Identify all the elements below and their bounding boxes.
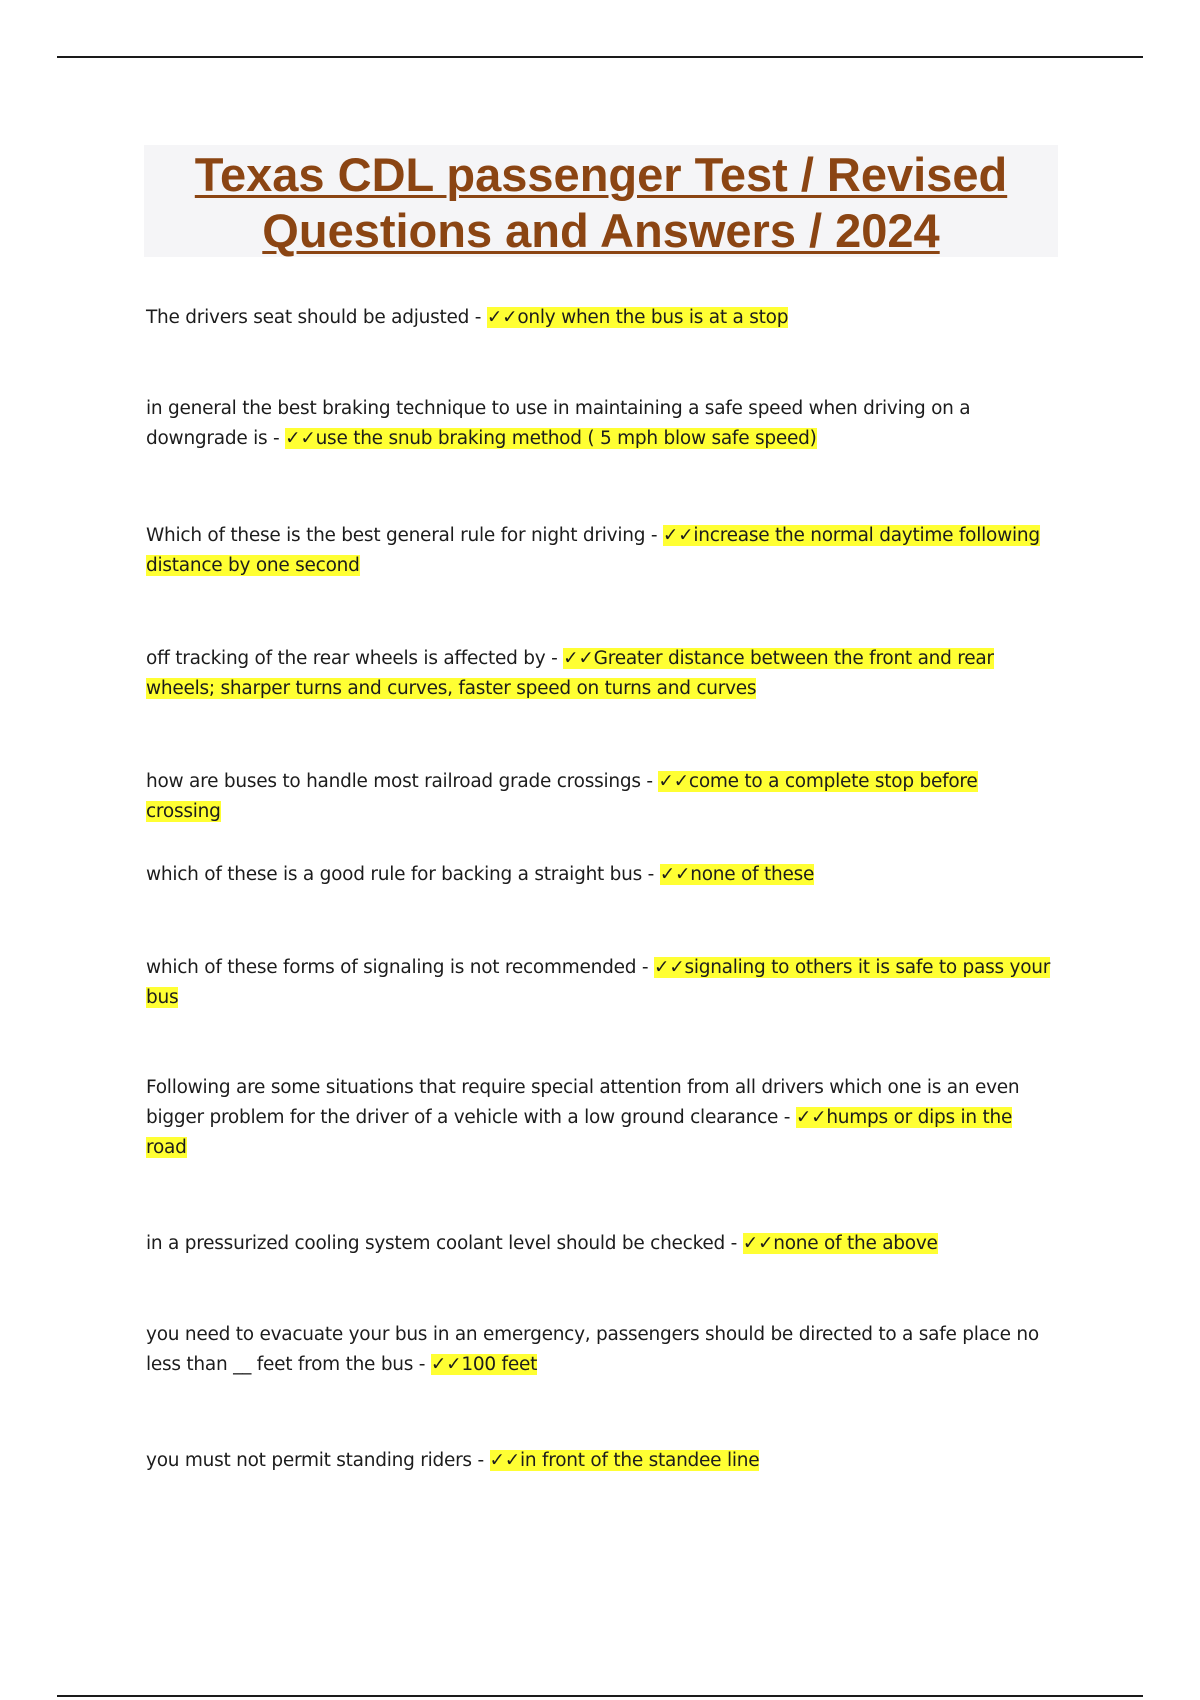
qa-item-9	[146, 1229, 1056, 1259]
answer-highlight: ✓✓100 feet	[430, 1354, 538, 1375]
question-text: how are buses to handle most railroad grade crossings -	[146, 771, 659, 792]
document-title	[144, 145, 1058, 259]
question-text: The drivers seat should be adjusted -	[146, 307, 487, 328]
answer-highlight: ✓✓none of these	[659, 864, 815, 885]
qa-item-11	[146, 1446, 1056, 1476]
answer-highlight: ✓✓none of the above	[742, 1233, 938, 1254]
qa-item-5	[146, 767, 1056, 827]
qa-item-1	[146, 303, 1056, 333]
question-text: in a pressurized cooling system coolant level should be checked -	[146, 1233, 743, 1254]
answer-highlight: ✓✓increase the normal daytime following distance by one second	[146, 525, 1040, 576]
question-text: which of these forms of signaling is not recommended -	[146, 957, 654, 978]
qa-item-4	[146, 644, 1056, 704]
qa-item-10	[146, 1320, 1056, 1380]
qa-item-7	[146, 953, 1056, 1013]
answer-highlight: ✓✓use the snub braking method ( 5 mph blow safe speed)	[285, 428, 817, 449]
question-text: Which of these is the best general rule for night driving -	[146, 525, 663, 546]
question-text: which of these is a good rule for backing a straight bus -	[146, 864, 660, 885]
answer-highlight: ✓✓Greater distance between the front and rear wheels; sharper turns and curves, faster speed on turns and curves	[146, 648, 994, 699]
answer-highlight: ✓✓come to a complete stop before crossing	[146, 771, 978, 822]
question-text: in general the best braking technique to use in maintaining a safe speed when driving on a downgrade is -	[146, 398, 971, 449]
question-text: off tracking of the rear wheels is affected by -	[146, 648, 564, 669]
question-text: you must not permit standing riders -	[146, 1450, 490, 1471]
qa-item-8	[146, 1073, 1056, 1163]
title-line-2: Questions and Answers / 2024	[262, 204, 940, 257]
answer-highlight: ✓✓only when the bus is at a stop	[486, 307, 789, 328]
question-text: you need to evacuate your bus in an emergency, passengers should be directed to a safe place no less than __ feet from the bus -	[146, 1324, 1039, 1375]
answer-highlight: ✓✓humps or dips in the road	[146, 1107, 1013, 1158]
answer-highlight: ✓✓signaling to others it is safe to pass your bus	[146, 957, 1051, 1008]
question-text: Following are some situations that require special attention from all drivers which one is an even bigger problem for the driver of a vehicle with a low ground clearance -	[146, 1077, 1020, 1128]
qa-item-6	[146, 860, 1056, 890]
qa-item-2	[146, 394, 1056, 454]
header-rule	[57, 56, 1143, 58]
answer-highlight: ✓✓in front of the standee line	[489, 1450, 760, 1471]
title-line-1: Texas CDL passenger Test / Revised	[194, 148, 1008, 201]
title-block	[144, 145, 1058, 257]
footer-rule	[57, 1695, 1143, 1697]
qa-item-3	[146, 521, 1056, 581]
